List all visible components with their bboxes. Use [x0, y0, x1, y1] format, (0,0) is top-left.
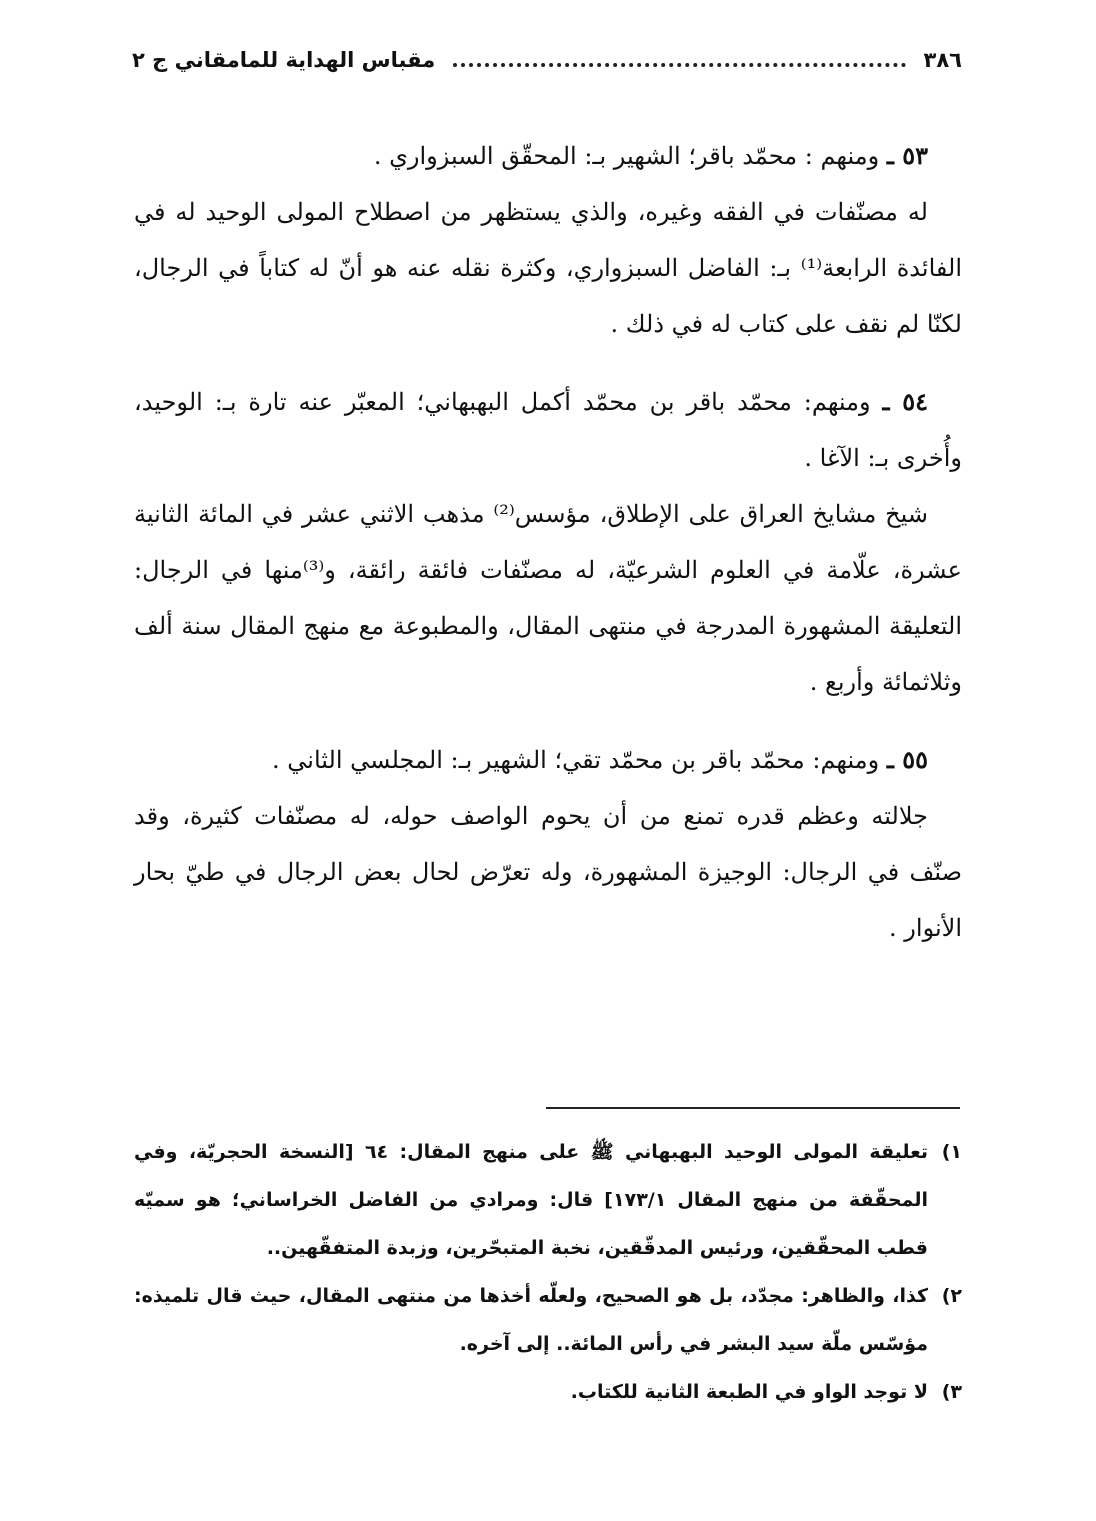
entry-53 — [134, 128, 962, 352]
entry-54 — [134, 374, 962, 710]
entry-heading — [134, 128, 962, 184]
entry-number: ٥٣ ـ — [886, 141, 928, 170]
footnote-1 — [134, 1128, 962, 1272]
footnote-text: كذا، والظاهر: مجدّد، بل هو الصحيح، ولعلّه أخذها من منتهى المقال، حيث قال تلميذه: مؤسّس ملّة سيد البشر في رأس المائة.. إلى آخره. — [134, 1285, 928, 1355]
entry-heading-text: ومنهم : محمّد باقر؛ الشهير بـ: المحقّق السبزواري . — [373, 142, 880, 170]
entry-paragraph: شيخ مشايخ العراق على الإطلاق، مؤسس⁽²⁾ مذهب الاثني عشر في المائة الثانية عشرة، علّامة في العلوم الشرعيّة، له مصنّفات فائقة رائقة، و⁽³⁾منها في الرجال: التعليقة المشهورة المدرجة في منتهى المقال، والمطبوعة مع منهج المقال سنة ألف وثلاثمائة وأربع . — [134, 500, 962, 696]
entry-55 — [134, 732, 962, 956]
entry-paragraph: له مصنّفات في الفقه وغيره، والذي يستظهر من اصطلاح المولى الوحيد له في الفائدة الرابعة⁽¹⁾ بـ: الفاضل السبزواري، وكثرة نقله عنه هو أنّ له كتاباً في الرجال، لكنّا لم نقف على كتاب له في ذلك . — [134, 198, 962, 338]
footnote-text: تعليقة المولى الوحيد البهبهاني ﷺ على منهج المقال: ٦٤ [النسخة الحجريّة، وفي المحقّقة من منهج المقال ١٧٣/١] قال: ومرادي من الفاضل الخراساني؛ هو سميّه قطب المحقّقين، ورئيس المدقّقين، نخبة المتبحّرين، وزبدة المتفقّهين.. — [134, 1141, 928, 1259]
footnote-text: لا توجد الواو في الطبعة الثانية للكتاب. — [570, 1381, 928, 1403]
footnote-number: ٢) — [941, 1285, 962, 1307]
entry-heading-text: ومنهم: محمّد باقر بن محمّد تقي؛ الشهير بـ: المجلسي الثاني . — [272, 746, 880, 774]
entry-number: ٥٥ ـ — [886, 745, 928, 774]
page-number: ٣٨٦ — [923, 48, 962, 72]
entry-number: ٥٤ ـ — [882, 387, 928, 416]
footnote-2 — [134, 1272, 962, 1368]
entry-heading — [134, 374, 962, 486]
footnote-separator — [546, 1107, 960, 1109]
footnote-number: ١) — [941, 1141, 962, 1163]
footnotes — [134, 1128, 962, 1416]
main-text — [134, 128, 962, 956]
entry-heading-text: ومنهم: محمّد باقر بن محمّد أكمل البهبهاني؛ المعبّر عنه تارة بـ: الوحيد، وأُخرى بـ: الآغا . — [134, 388, 962, 472]
dotted-leader — [453, 61, 905, 67]
entry-paragraph: جلالته وعظم قدره تمنع من أن يحوم الواصف حوله، له مصنّفات كثيرة، وقد صنّف في الرجال: الوجيزة المشهورة، وله تعرّض لحال بعض الرجال في طيّ بحار الأنوار . — [134, 802, 962, 942]
footnote-number: ٣) — [941, 1381, 962, 1403]
entry-heading — [134, 732, 962, 788]
footnote-3 — [134, 1368, 962, 1416]
running-header — [132, 38, 962, 82]
running-title: مقباس الهداية للمامقاني ج ٢ — [132, 48, 436, 72]
